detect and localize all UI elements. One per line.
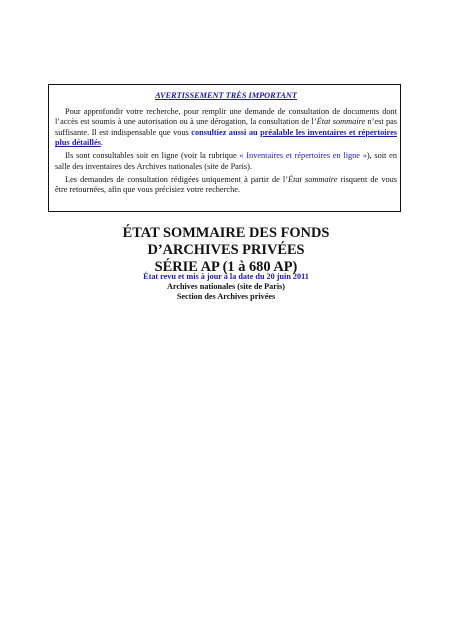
consult-inventories-emphasis-1: consultiez aussi au bbox=[191, 127, 258, 137]
consult-inventories-emphasis-2: préalable les inventaires et répertoires plus détaillés bbox=[55, 127, 397, 148]
section-name: Section des Archives privées bbox=[176, 292, 276, 301]
warning-p1-text-2: n’est pas suffisante. Il est indispensable que vous bbox=[55, 117, 398, 137]
institution-name: Archives nationales (site de Paris) bbox=[166, 282, 286, 291]
warning-paragraph-2 bbox=[55, 151, 397, 172]
etat-sommaire-ref-2: État sommaire bbox=[288, 174, 338, 184]
online-inventories-link[interactable]: « Inventaires et répertoires en ligne » bbox=[239, 151, 367, 161]
warning-p3-text-1: Les demandes de consultation rédigées uniquement à partir de l’ bbox=[65, 174, 289, 184]
title-line-1: ÉTAT SOMMAIRE DES FONDS bbox=[122, 225, 330, 241]
warning-paragraph-3 bbox=[55, 175, 397, 196]
document-subtitle bbox=[0, 272, 452, 302]
warning-p3-text-2: risquent de vous être retournées, afin que vous précisiez votre recherche. bbox=[55, 174, 397, 195]
title-line-2: D’ARCHIVES PRIVÉES bbox=[147, 241, 305, 258]
title-line-3: SÉRIE AP (1 à 680 AP) bbox=[154, 258, 298, 275]
document-title bbox=[0, 225, 452, 275]
warning-title: AVERTISSEMENT TRÈS IMPORTANT bbox=[155, 91, 297, 100]
revision-date: État revu et mis à jour à la date du 20 juin 2011 bbox=[143, 272, 309, 281]
warning-box bbox=[48, 84, 401, 212]
warning-p1-text-1: Pour approfondir votre recherche, pour remplir une demande de consultation de documents dont l’accès est soumis à une autorisation ou à une dérogation, la consultation de l’ bbox=[55, 106, 397, 127]
warning-p1-end: . bbox=[100, 138, 103, 148]
etat-sommaire-ref-1: État sommaire bbox=[316, 117, 366, 127]
warning-p2-text-2: ), soit en salle des inventaires des Archives nationales (site de Paris). bbox=[55, 151, 397, 171]
warning-paragraph-1 bbox=[55, 107, 397, 149]
warning-p2-text-1: Ils sont consultables soit en ligne (voir la rubrique bbox=[65, 151, 240, 161]
